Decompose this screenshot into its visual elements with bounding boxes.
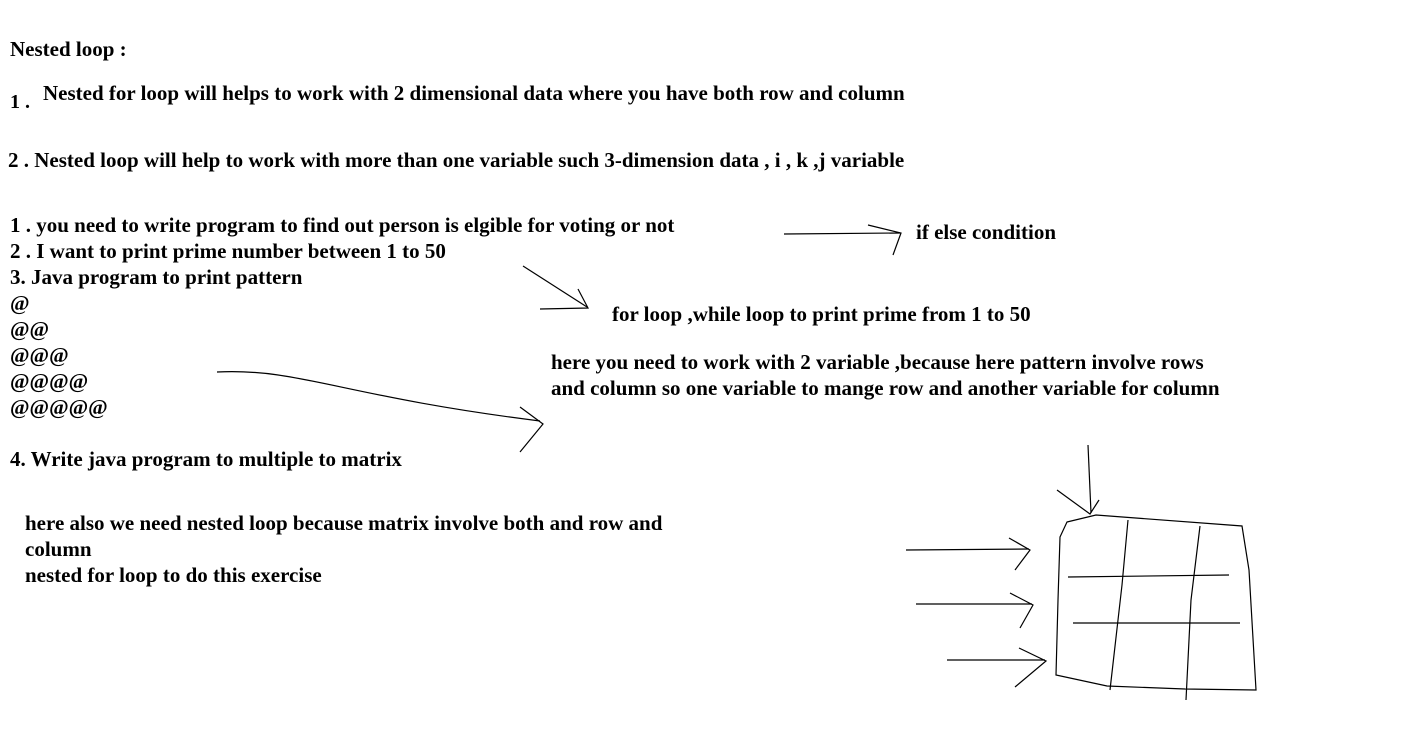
arrow-from-pattern [217,372,543,452]
note-pattern-line-1: here you need to work with 2 variable ,because here pattern involve rows [551,350,1204,374]
arrow-down-to-matrix [1057,445,1099,514]
pattern-row-3: @@@ [10,343,69,367]
arrow-to-matrix-row-2 [916,593,1033,628]
arrow-to-prime-note [523,266,588,309]
intro-point-1: Nested for loop will helps to work with 2 dimensional data where you have both row and column [43,81,905,105]
question-2: 2 . I want to print prime number between 1 to 50 [10,239,446,263]
matrix-grid-drawing [1056,515,1256,700]
question-4: 4. Write java program to multiple to matrix [10,447,402,471]
note-if-else: if else condition [916,220,1056,244]
arrow-to-matrix-row-1 [906,538,1030,570]
note-matrix-line-2: column [25,537,92,561]
arrow-to-matrix-row-3 [947,648,1046,687]
pattern-row-1: @ [10,291,30,315]
question-1: 1 . you need to write program to find out person is elgible for voting or not [10,213,675,237]
note-prime-loops: for loop ,while loop to print prime from 1 to 50 [612,302,1031,326]
question-3: 3. Java program to print pattern [10,265,303,289]
note-matrix-line-1: here also we need nested loop because matrix involve both and row and [25,511,663,535]
pattern-row-5: @@@@@ [10,395,108,419]
arrow-to-if-else [784,225,901,255]
intro-point-2: 2 . Nested loop will help to work with more than one variable such 3-dimension data , i , k ,j variable [8,148,905,172]
pattern-row-4: @@@@ [10,369,89,393]
note-matrix-line-3: nested for loop to do this exercise [25,563,322,587]
pattern-row-2: @@ [10,317,50,341]
intro-point-1-number: 1 . [10,91,30,113]
page-title: Nested loop : [10,37,127,61]
note-pattern-line-2: and column so one variable to mange row and another variable for column [551,376,1220,400]
